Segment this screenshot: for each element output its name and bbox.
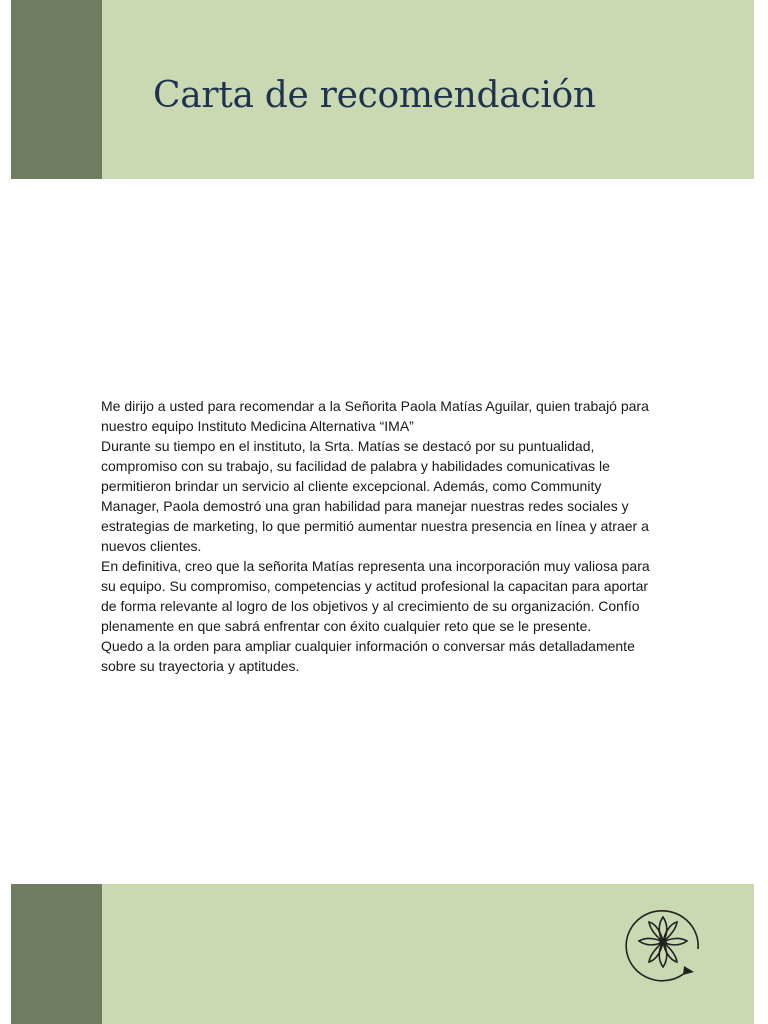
page-title: Carta de recomendación	[153, 75, 596, 116]
header-accent-bar	[11, 0, 102, 179]
flower-logo-icon	[622, 904, 704, 982]
paragraph-experience: Durante su tiempo en el instituto, la Srta. Matías se destacó por su puntualidad, compromiso con su trabajo, su facilidad de palabra y habilidades comunicativas le permitieron brindar un servicio al cliente excepcional. Además, como Community Manager, Paola demostró una gran habilidad para manejar nuestras redes sociales y estrategias de marketing, lo que permitió aumentar nuestra presencia en línea y atraer a nuevos clientes.	[101, 438, 649, 554]
paragraph-conclusion: En definitiva, creo que la señorita Matías representa una incorporación muy valiosa para su equipo. Su compromiso, competencias y actitud profesional la capacitan para aportar de forma relevante al logro de los objetivos y al crecimiento de su organización. Confío plenamente en que sabrá enfrentar con éxito cualquier reto que se le presente.	[101, 558, 650, 634]
paragraph-intro: Me dirijo a usted para recomendar a la Señorita Paola Matías Aguilar, quien trabajó para nuestro equipo Instituto Medicina Alternativa “IMA”	[101, 398, 649, 434]
paragraph-closing: Quedo a la orden para ampliar cualquier información o conversar más detalladamente sobre su trayectoria y aptitudes.	[101, 638, 635, 674]
letter-body	[101, 396, 661, 676]
footer-accent-bar	[11, 884, 102, 1024]
